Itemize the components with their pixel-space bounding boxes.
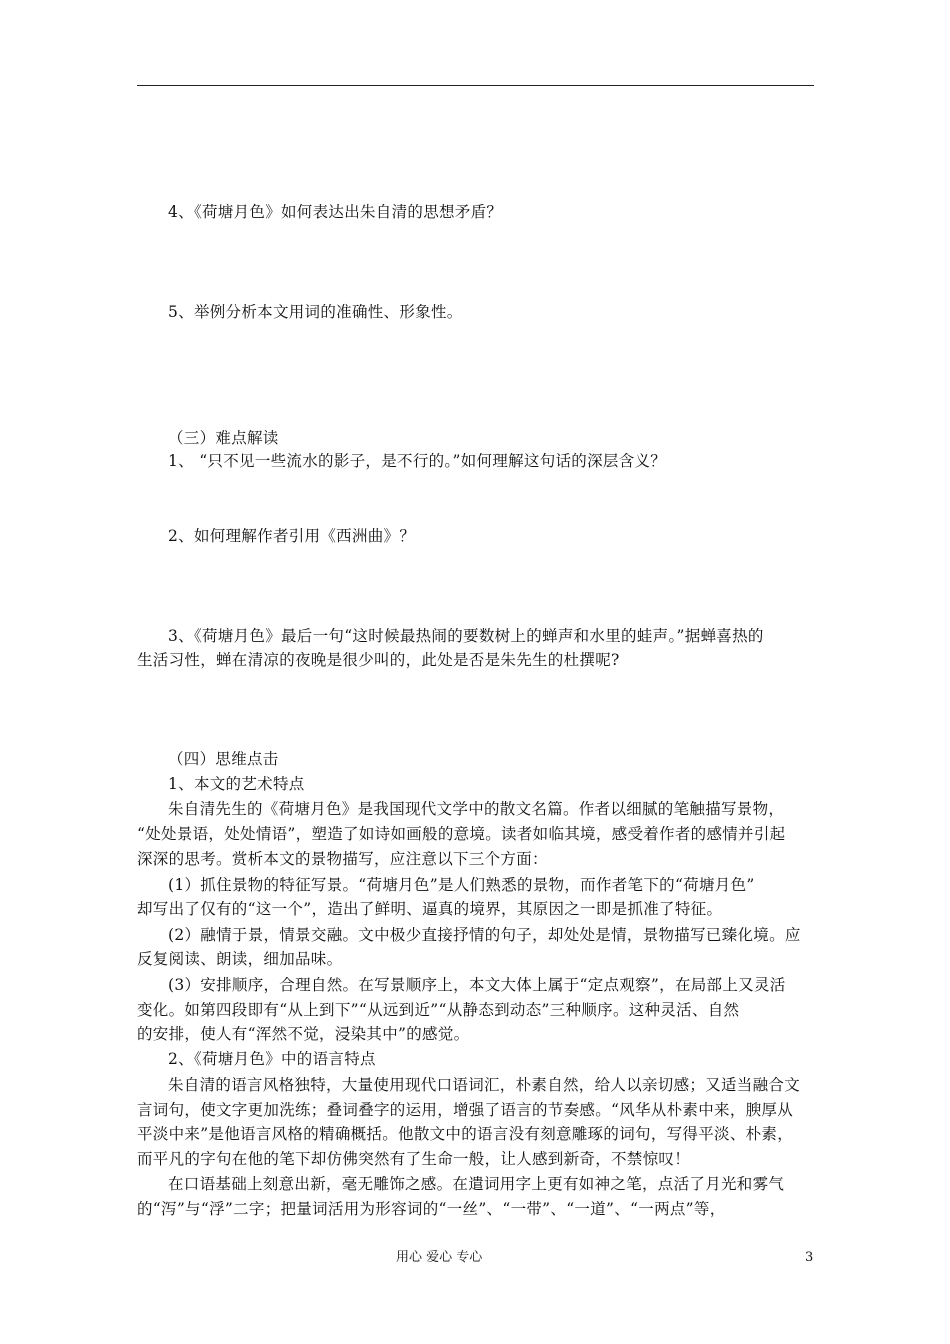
question-4: 4、《荷塘月色》如何表达出朱自清的思想矛盾？ bbox=[168, 203, 503, 221]
paragraph-line: 言词句，使文字更加洗练；叠词叠字的运用，增强了语言的节奏感。“风华从朴素中来，腴厚从 bbox=[137, 1101, 794, 1119]
section-3-question-3-line-1: 3、《荷塘月色》最后一句“这时候最热闹的要数树上的蝉声和水里的蛙声。”据蝉喜热的 bbox=[168, 627, 764, 645]
footer-motto: 用心 爱心 专心 bbox=[396, 1250, 483, 1265]
section-4-subheading-2: 2、《荷塘月色》中的语言特点 bbox=[168, 1050, 376, 1068]
section-3-question-1: 1、 “只不见一些流水的影子，是不行的。”如何理解这句话的深层含义？ bbox=[168, 452, 667, 470]
section-3-question-3-line-2: 生活习性，蝉在清凉的夜晚是很少叫的，此处是否是朱先生的杜撰呢? bbox=[137, 651, 620, 669]
section-4-subheading-1: 1、本文的艺术特点 bbox=[168, 775, 305, 793]
paragraph-line: 平淡中来”是他语言风格的精确概括。他散文中的语言没有刻意雕琢的词句，写得平淡、朴素， bbox=[137, 1125, 794, 1143]
section-3-question-2: 2、如何理解作者引用《西洲曲》？ bbox=[168, 527, 416, 545]
paragraph-line: 而平凡的字句在他的笔下却仿佛突然有了生命一般，让人感到新奇，不禁惊叹！ bbox=[137, 1150, 691, 1168]
header-rule bbox=[137, 85, 814, 86]
paragraph-line: 朱自清的语言风格独特，大量使用现代口语词汇，朴素自然，给人以亲切感；又适当融合文 bbox=[168, 1076, 801, 1094]
paragraph-line: 却写出了仅有的“这一个”，造出了鲜明、逼真的境界，其原因之一即是抓准了特征。 bbox=[137, 900, 723, 918]
question-5: 5、举例分析本文用词的准确性、形象性。 bbox=[168, 303, 463, 321]
section-3-heading: （三）难点解读 bbox=[168, 429, 279, 447]
paragraph-line: 的“泻”与“浮”二字；把量词活用为形容词的“一丝”、“一带”、“一道”、“一两点”等， bbox=[137, 1200, 726, 1218]
paragraph-line: (3）安排顺序，合理自然。在写景顺序上，本文大体上属于“定点观察”，在局部上又灵活 bbox=[168, 976, 786, 994]
paragraph-line: 朱自清先生的《荷塘月色》是我国现代文学中的散文名篇。作者以细腻的笔触描写景物， bbox=[168, 800, 785, 818]
paragraph-line: 变化。如第四段即有“从上到下”“从远到近”“从静态到动态”三种顺序。这种灵活、自然 bbox=[137, 1001, 740, 1019]
page-number: 3 bbox=[805, 1250, 814, 1265]
paragraph-line: “处处景语，处处情语”，塑造了如诗如画般的意境。读者如临其境，感受着作者的感情并引起 bbox=[137, 825, 786, 843]
paragraph-line: 的安排，使人有“浑然不觉，浸染其中”的感觉。 bbox=[137, 1025, 470, 1043]
section-4-heading: （四）思维点击 bbox=[168, 750, 279, 768]
paragraph-line: 反复阅读、朗读，细加品味。 bbox=[137, 950, 343, 968]
paragraph-line: (2）融情于景，情景交融。文中极少直接抒情的句子，却处处是情，景物描写已臻化境。应 bbox=[168, 926, 801, 944]
paragraph-line: 在口语基础上刻意出新，毫无雕饰之感。在遣词用字上更有如神之笔，点活了月光和雾气 bbox=[168, 1175, 785, 1193]
paragraph-line: 深深的思考。赏析本文的景物描写，应注意以下三个方面： bbox=[137, 850, 548, 868]
paragraph-line: (1）抓住景物的特征写景。“荷塘月色”是人们熟悉的景物，而作者笔下的“荷塘月色” bbox=[168, 876, 755, 894]
